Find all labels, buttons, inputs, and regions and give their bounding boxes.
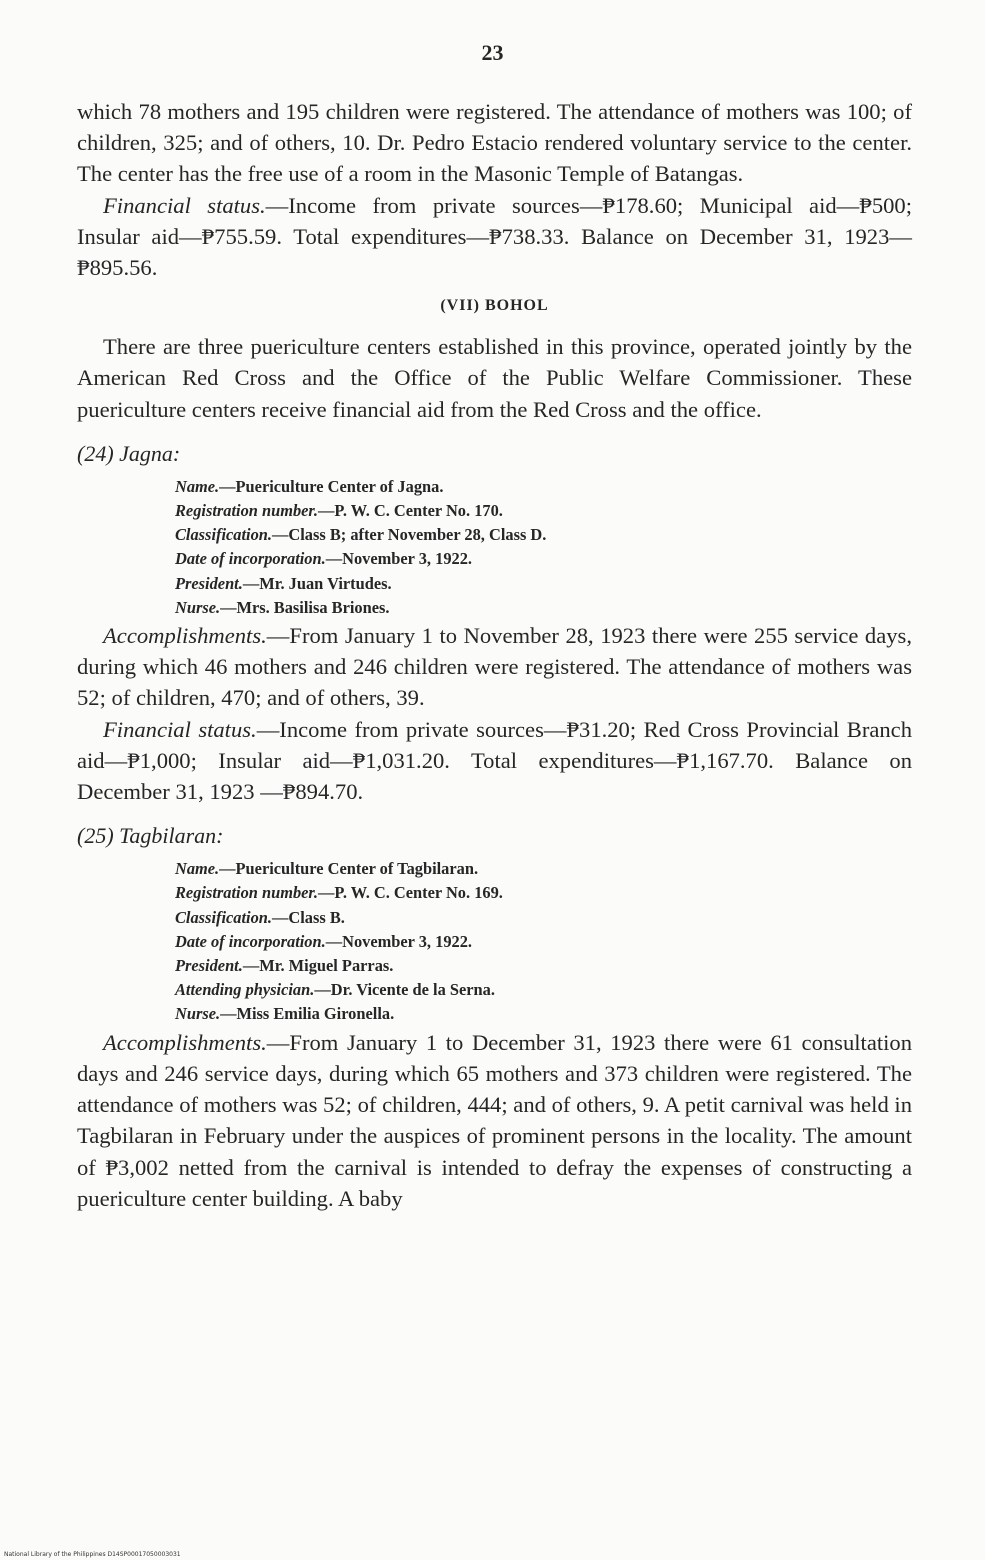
section-heading: (VII) BOHOL [440,297,549,315]
financial-status-paragraph [77,190,912,284]
page-number: 23 [481,40,504,65]
detail-line: Registration number.—P. W. C. Center No. 170. [175,501,503,521]
financial-status-label: Financial status. [103,192,266,218]
detail-line: Nurse.—Miss Emilia Gironella. [175,1004,395,1024]
detail-line: Date of incorporation.—November 3, 1922. [175,931,473,951]
detail-line: Attending physician.—Dr. Vicente de la Serna. [175,980,495,1000]
detail-line: Name.—Puericulture Center of Jagna. [175,476,444,496]
detail-line: Registration number.—P. W. C. Center No. 169. [175,883,503,903]
continued-paragraph: which 78 mothers and 195 children were registered. The attendance of mothers was 100; of children, 325; and of others, 10. Dr. Pedro Estacio rendered voluntary service to the center. The center has the free use of a room in the Masonic Temple of Batangas. [77,99,912,187]
entry-heading-jagna: (24) Jagna: [77,440,181,466]
detail-line: Nurse.—Mrs. Basilisa Briones. [175,597,390,617]
scan-footer: National Library of the Philippines D14SP00017050003031 [4,1551,181,1558]
financial-status-text: —Income from private sources—₱178.60; Municipal aid—₱500; Insular aid—₱755.59. Total expenditures—₱738.33. Balance on December 31, 1923—₱895.56. [77,192,912,281]
details-tagbilaran [175,857,912,1026]
financial-jagna: Financial status.—Income from private sources—₱31.20; Red Cross Provincial Branch aid—₱1,000; Insular aid—₱1,031.20. Total expenditures—₱1,167.70. Balance on December 31, 1923 —₱894.70. [77,716,912,805]
accomplishments-jagna: Accomplishments.—From January 1 to November 28, 1923 there were 255 service days, during which 46 mothers and 246 children were registered. The attendance of mothers was 52; of children, 470; and of others, 39. [77,623,912,711]
detail-line: President.—Mr. Juan Virtudes. [175,573,392,593]
section-intro: There are three puericulture centers established in this province, operated jointly by the American Red Cross and the Office of the Public Welfare Commissioner. These puericulture centers receive financial aid from the Red Cross and the office. [77,334,912,422]
detail-line: Name.—Puericulture Center of Tagbilaran. [175,859,479,879]
detail-line: Classification.—Class B; after November 28, Class D. [175,525,547,545]
entry-heading-tagbilaran: (25) Tagbilaran: [77,823,224,849]
detail-line: Classification.—Class B. [175,907,345,927]
detail-line: Date of incorporation.—November 3, 1922. [175,549,473,569]
accomplishments-tagbilaran: Accomplishments.—From January 1 to December 31, 1923 there were 61 consultation days and 246 service days, during which 65 mothers and 373 children were registered. The attendance of mothers was 52; of children, 444; and of others, 9. A petit carnival was held in Tagbilaran in February under the auspices of prominent persons in the locality. The amount of ₱3,002 netted from the carnival is intended to defray the expenses of constructing a puericulture center building. A baby [77,1029,912,1211]
details-jagna [175,475,912,620]
detail-line: President.—Mr. Miguel Parras. [175,956,394,976]
page-body [77,96,912,1214]
